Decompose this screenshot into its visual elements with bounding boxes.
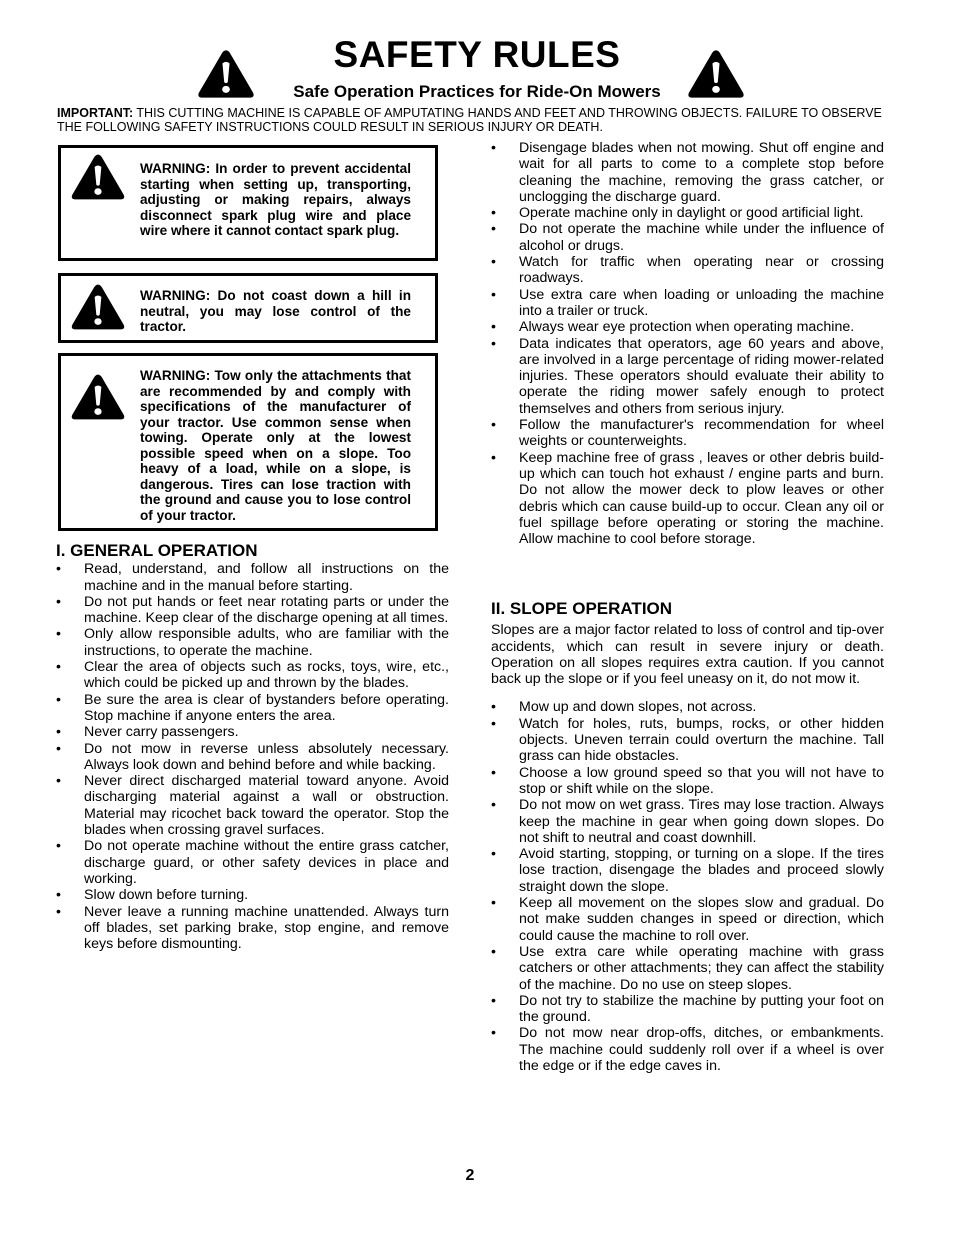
list-item: • Do not mow on wet grass. Tires may lose traction. Always keep the machine in gear when going down slopes. Do not shift to neutral and coast downhill.: [491, 797, 884, 846]
warning-triangle-icon: [70, 152, 126, 202]
important-notice: [57, 106, 897, 134]
list-item: • Do not put hands or feet near rotating parts or under the machine. Keep clear of the discharge opening at all times.: [56, 594, 449, 627]
warning-box-coast-hill: [58, 273, 438, 343]
list-item: • Only allow responsible adults, who are familiar with the instructions, to operate the machine.: [56, 626, 449, 659]
page-title: SAFETY RULES: [333, 34, 621, 75]
list-item: • Mow up and down slopes, not across.: [491, 699, 884, 715]
list-item: • Data indicates that operators, age 60 years and above, are involved in a large percentage of riding mower-related injuries. These operators should evaluate their ability to operate the riding mower safely enough to protect themselves and others from serious injury.: [491, 336, 884, 417]
warning-box-towing: [58, 353, 438, 531]
list-item: • Watch for traffic when operating near or crossing roadways.: [491, 254, 884, 287]
list-item: • Never carry passengers.: [56, 724, 449, 740]
list-item: • Clear the area of objects such as rocks, toys, wire, etc., which could be picked up and thrown by the blades.: [56, 659, 449, 692]
list-item: • Do not try to stabilize the machine by putting your foot on the ground.: [491, 993, 884, 1026]
list-item: • Watch for holes, ruts, bumps, rocks, or other hidden objects. Uneven terrain could overturn the machine. Tall grass can hide obstacles.: [491, 716, 884, 765]
list-item: • Do not mow in reverse unless absolutely necessary. Always look down and behind before and while backing.: [56, 741, 449, 774]
general-operation-list: [56, 561, 449, 952]
slope-operation-section: [491, 601, 884, 1074]
warning-text: WARNING: Do not coast down a hill in neutral, you may lose control of the tractor.: [140, 288, 411, 334]
list-item: • Follow the manufacturer's recommendation for wheel weights or counterweights.: [491, 417, 884, 450]
list-item: • Operate machine only in daylight or good artificial light.: [491, 205, 884, 221]
general-operation-section: [56, 543, 449, 952]
list-item: • Do not operate the machine while under the influence of alcohol or drugs.: [491, 221, 884, 254]
list-item: • Always wear eye protection when operating machine.: [491, 319, 884, 335]
section-heading: I. GENERAL OPERATION: [56, 541, 258, 560]
list-item: • Do not operate machine without the entire grass catcher, discharge guard, or other safety devices in place and working.: [56, 838, 449, 887]
warning-triangle-icon: [70, 282, 126, 332]
page-number: 2: [465, 1167, 475, 1184]
list-item: • Avoid starting, stopping, or turning on a slope. If the tires lose traction, disengage the blades and proceed slowly straight down the slope.: [491, 846, 884, 895]
list-item: • Be sure the area is clear of bystanders before operating. Stop machine if anyone enters the area.: [56, 692, 449, 725]
section-heading: II. SLOPE OPERATION: [491, 599, 673, 618]
warning-box-spark-plug: [58, 145, 438, 261]
important-label: IMPORTANT:: [57, 106, 134, 120]
list-item: • Choose a low ground speed so that you will not have to stop or shift while on the slope.: [491, 765, 884, 798]
list-item: • Slow down before turning.: [56, 887, 449, 903]
general-operation-continued: [491, 140, 884, 547]
warning-text: WARNING: Tow only the attachments that are recommended by and comply with specifications of the manufacturer of your tractor. Use common sense when towing. Operate only at the lowest possible speed when on a slope. Too heavy of a load, while on a slope, is dangerous. Tires can lose traction with the ground and cause you to lose control of your tractor.: [140, 368, 411, 523]
list-item: • Disengage blades when not mowing. Shut off engine and wait for all parts to come to a complete stop before cleaning the machine, removing the grass catcher, or unclogging the discharge guard.: [491, 140, 884, 205]
list-item: • Use extra care while operating machine with grass catchers or other attachments; they can affect the stability of the machine. Do no use on steep slopes.: [491, 944, 884, 993]
list-item: • Never direct discharged material toward anyone. Avoid discharging material against a wall or obstruction. Material may ricochet back toward the operator. Stop the blades when crossing gravel surfaces.: [56, 773, 449, 838]
list-item: • Use extra care when loading or unloading the machine into a trailer or truck.: [491, 287, 884, 320]
warning-triangle-icon: [70, 372, 126, 422]
list-item: • Keep all movement on the slopes slow and gradual. Do not make sudden changes in speed or direction, which could cause the machine to roll over.: [491, 895, 884, 944]
list-item: • Keep machine free of grass , leaves or other debris build-up which can touch hot exhaust / engine parts and burn. Do not allow the mower deck to plow leaves or other debris which can cause build-up to occur. Clean any oil or fuel spillage before operating or storing the machine. Allow machine to cool before storage.: [491, 450, 884, 548]
warning-text: WARNING: In order to prevent accidental starting when setting up, transporting, adjusting or making repairs, always disconnect spark plug wire and place wire where it cannot contact spark plug.: [140, 161, 411, 238]
general-operation-list-continued: [491, 140, 884, 547]
slope-operation-list: [491, 699, 884, 1074]
important-text: THIS CUTTING MACHINE IS CAPABLE OF AMPUTATING HANDS AND FEET AND THROWING OBJECTS. FAILURE TO OBSERVE THE FOLLOWING SAFETY INSTRUCTIONS COULD RESULT IN SERIOUS INJURY OR DEATH.: [57, 106, 882, 134]
slope-intro: Slopes are a major factor related to loss of control and tip-over accidents, which can result in severe injury or death. Operation on all slopes requires extra caution. If you cannot back up the slope or if you feel uneasy on it, do not mow it.: [491, 622, 884, 688]
page-subtitle: Safe Operation Practices for Ride-On Mowers: [293, 82, 661, 101]
list-item: • Never leave a running machine unattended. Always turn off blades, set parking brake, stop engine, and remove keys before dismounting.: [56, 904, 449, 953]
list-item: • Do not mow near drop-offs, ditches, or embankments. The machine could suddenly roll over if a wheel is over the edge or if the edge caves in.: [491, 1025, 884, 1074]
list-item: • Read, understand, and follow all instructions on the machine and in the manual before starting.: [56, 561, 449, 594]
